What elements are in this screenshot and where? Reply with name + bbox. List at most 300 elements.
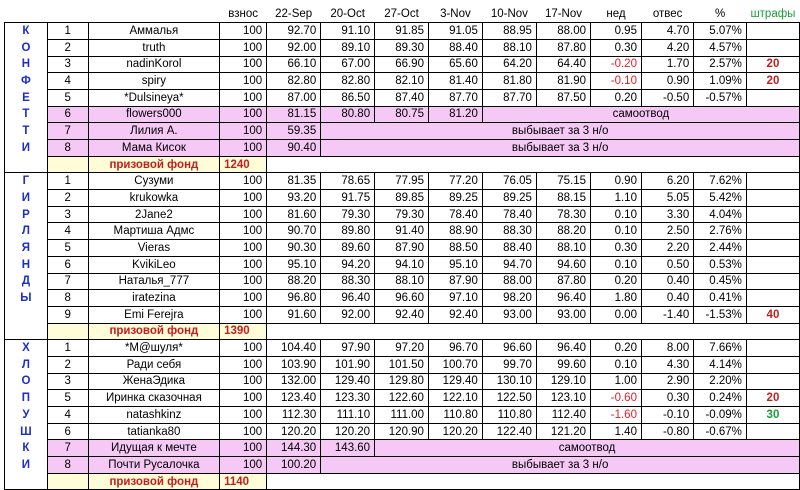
weight-value: 81.15 — [267, 106, 321, 123]
ned-value: -0.20 — [591, 56, 642, 73]
pct-value: -0.09% — [694, 407, 747, 424]
row-number: 7 — [47, 273, 88, 290]
group-letter — [5, 156, 48, 173]
ned-value: -0.60 — [591, 390, 642, 407]
pct-value: 1.09% — [694, 73, 747, 90]
table-row — [5, 356, 800, 373]
vznos-value: 100 — [220, 140, 267, 157]
weight-value: 81.90 — [536, 73, 590, 90]
vznos-value: 100 — [220, 73, 267, 90]
weight-value: 88.40 — [428, 39, 482, 56]
weight-value: 143.60 — [321, 440, 375, 457]
weight-value: 122.60 — [375, 390, 429, 407]
fine-value — [746, 423, 799, 440]
fine-value: 20 — [746, 73, 799, 90]
weight-value: 96.40 — [321, 290, 375, 307]
row-number: 1 — [47, 23, 88, 40]
group-letter — [5, 306, 48, 323]
otves-value: 1.70 — [641, 56, 693, 73]
row-number: 1 — [47, 173, 88, 190]
fine-value — [746, 206, 799, 223]
pct-value: 0.45% — [694, 273, 747, 290]
group-letter: Я — [5, 240, 48, 257]
header-date: 20-Oct — [330, 8, 365, 21]
weight-value: 91.10 — [321, 23, 375, 40]
weight-value: 101.50 — [375, 356, 429, 373]
weight-value: 87.80 — [536, 273, 590, 290]
pct-value: 2.20% — [694, 373, 747, 390]
otves-value: -0.50 — [641, 89, 693, 106]
weight-value: 130.10 — [482, 373, 536, 390]
participant-name: *Dulsineya* — [88, 89, 219, 106]
weight-value: 81.20 — [428, 106, 482, 123]
vznos-value: 100 — [220, 206, 267, 223]
pct-value: 4.57% — [694, 39, 747, 56]
pct-value: 0.41% — [694, 290, 747, 307]
vznos-value: 100 — [220, 240, 267, 257]
group-letter: Д — [5, 273, 48, 290]
status-note: выбывает за 3 н/о — [321, 140, 800, 157]
weight-value: 129.10 — [536, 373, 590, 390]
participant-name: natashkinz — [88, 407, 219, 424]
weight-value: 96.40 — [536, 290, 590, 307]
table-row — [5, 373, 800, 390]
weight-value: 93.20 — [267, 190, 321, 207]
pct-value: 4.14% — [694, 356, 747, 373]
pct-value: 2.57% — [694, 56, 747, 73]
weight-value: 88.95 — [482, 23, 536, 40]
ned-value: 0.10 — [591, 206, 642, 223]
weight-value: 91.75 — [321, 190, 375, 207]
fine-value — [746, 89, 799, 106]
header-date: 3-Nov — [440, 8, 471, 21]
weight-value: 111.00 — [375, 407, 429, 424]
row-number: 5 — [47, 89, 88, 106]
weight-value: 91.85 — [375, 23, 429, 40]
weight-value: 89.85 — [375, 190, 429, 207]
weight-value: 96.80 — [267, 290, 321, 307]
group-letter: У — [5, 407, 48, 424]
weight-value: 75.15 — [536, 173, 590, 190]
prize-fund-value: 1140 — [220, 473, 267, 490]
weight-value: 89.30 — [375, 39, 429, 56]
weight-value: 81.80 — [482, 73, 536, 90]
participant-name: truth — [88, 39, 219, 56]
header-date: 17-Nov — [544, 8, 583, 21]
participant-name: nadinKorol — [88, 56, 219, 73]
weight-value: 132.00 — [267, 373, 321, 390]
vznos-value: 100 — [220, 56, 267, 73]
group-letter: П — [5, 390, 48, 407]
prize-fund-label: призовой фонд — [88, 323, 219, 340]
header-date: 27-Oct — [384, 8, 419, 21]
weight-value: 123.30 — [321, 390, 375, 407]
group-letter — [5, 323, 48, 340]
table-row — [5, 290, 800, 307]
fine-value — [746, 39, 799, 56]
weight-value: 88.00 — [482, 273, 536, 290]
weight-value: 88.00 — [536, 23, 590, 40]
participant-name: *М@шуля* — [88, 340, 219, 357]
weight-value: 88.10 — [536, 240, 590, 257]
otves-value: 0.30 — [641, 390, 693, 407]
pct-value: 0.24% — [694, 390, 747, 407]
pct-value: 2.44% — [694, 240, 747, 257]
row-number: 9 — [47, 306, 88, 323]
table-row — [5, 56, 800, 73]
vznos-value: 100 — [220, 306, 267, 323]
participant-name: krukowka — [88, 190, 219, 207]
weight-value: 80.75 — [375, 106, 429, 123]
fund-pad — [47, 473, 88, 490]
table-row — [5, 340, 800, 357]
weight-value: 93.00 — [536, 306, 590, 323]
ned-value: 0.00 — [591, 306, 642, 323]
group-letter: Ы — [5, 290, 48, 307]
table-row — [5, 190, 800, 207]
weight-value: 64.40 — [536, 56, 590, 73]
header-otves: отвес — [652, 8, 683, 21]
weight-value: 92.40 — [375, 306, 429, 323]
participant-name: Мартиша Адмс — [88, 223, 219, 240]
weight-value: 87.50 — [536, 89, 590, 106]
row-number: 3 — [47, 206, 88, 223]
otves-value: -0.80 — [641, 423, 693, 440]
group-letter: Т — [5, 106, 48, 123]
group-letter: И — [5, 457, 48, 474]
otves-value: 4.30 — [641, 356, 693, 373]
weight-value: 88.90 — [428, 223, 482, 240]
fine-value — [746, 223, 799, 240]
otves-value: 0.50 — [641, 256, 693, 273]
weight-value: 112.30 — [267, 407, 321, 424]
pct-value: -0.67% — [694, 423, 747, 440]
weight-value: 78.40 — [482, 206, 536, 223]
weight-value: 77.95 — [375, 173, 429, 190]
weight-value: 59.35 — [267, 123, 321, 140]
header-pct: % — [714, 8, 726, 21]
row-number: 6 — [47, 256, 88, 273]
table-row — [5, 89, 800, 106]
participant-name: Vieras — [88, 240, 219, 257]
row-number: 2 — [47, 356, 88, 373]
weight-value: 99.70 — [482, 356, 536, 373]
weight-value: 76.05 — [482, 173, 536, 190]
row-number: 6 — [47, 106, 88, 123]
weight-value: 97.20 — [375, 340, 429, 357]
weight-value: 80.80 — [321, 106, 375, 123]
weight-value: 78.40 — [428, 206, 482, 223]
table-row — [5, 440, 800, 457]
otves-value: 0.90 — [641, 73, 693, 90]
ned-value: -1.60 — [591, 407, 642, 424]
weight-value: 87.40 — [375, 89, 429, 106]
weight-value: 87.00 — [267, 89, 321, 106]
vznos-value: 100 — [220, 290, 267, 307]
group-letter: Ш — [5, 423, 48, 440]
weight-value: 87.70 — [482, 89, 536, 106]
vznos-value: 100 — [220, 106, 267, 123]
table-row — [5, 256, 800, 273]
participant-name: Наталья_777 — [88, 273, 219, 290]
prize-fund-value: 1390 — [220, 323, 267, 340]
vznos-value: 100 — [220, 173, 267, 190]
weight-value: 90.40 — [267, 140, 321, 157]
fund-row-blank — [267, 473, 800, 490]
participant-name: ЖенаЭдика — [88, 373, 219, 390]
pct-value: 0.53% — [694, 256, 747, 273]
group-letter: И — [5, 190, 48, 207]
fine-value — [746, 173, 799, 190]
ned-value: 1.00 — [591, 373, 642, 390]
ned-value: -0.10 — [591, 73, 642, 90]
table-row — [5, 106, 800, 123]
vznos-value: 100 — [220, 356, 267, 373]
table-row — [5, 123, 800, 140]
participant-name: 2Jane2 — [88, 206, 219, 223]
header-blank — [88, 6, 219, 23]
table-row — [5, 173, 800, 190]
weight-value: 79.30 — [321, 206, 375, 223]
fund-pad — [47, 323, 88, 340]
vznos-value: 100 — [220, 256, 267, 273]
participant-name: Лилия А. — [88, 123, 219, 140]
pct-value: -1.53% — [694, 306, 747, 323]
ned-value: 1.40 — [591, 423, 642, 440]
row-number: 3 — [47, 56, 88, 73]
row-number: 4 — [47, 407, 88, 424]
weight-value: 121.20 — [536, 423, 590, 440]
group-letter: К — [5, 440, 48, 457]
pct-value: 5.07% — [694, 23, 747, 40]
table-row — [5, 73, 800, 90]
weight-value: 78.30 — [536, 206, 590, 223]
header-date: 10-Nov — [490, 8, 528, 21]
weight-value: 78.65 — [321, 173, 375, 190]
status-note: самоотвод — [482, 106, 799, 123]
otves-value: 8.00 — [641, 340, 693, 357]
row-number: 4 — [47, 73, 88, 90]
weight-value: 122.10 — [428, 390, 482, 407]
weight-value: 94.70 — [482, 256, 536, 273]
participant-name: Сузуми — [88, 173, 219, 190]
status-note: выбывает за 3 н/о — [321, 123, 800, 140]
otves-value: 4.70 — [641, 23, 693, 40]
otves-value: 4.20 — [641, 39, 693, 56]
participant-name: Аммалья — [88, 23, 219, 40]
fine-value — [746, 340, 799, 357]
group-letter: Л — [5, 223, 48, 240]
group-letter: Н — [5, 256, 48, 273]
status-note: самоотвод — [375, 440, 800, 457]
weight-value: 90.70 — [267, 223, 321, 240]
row-number: 7 — [47, 123, 88, 140]
fine-value: 30 — [746, 407, 799, 424]
weight-value: 112.40 — [536, 407, 590, 424]
weight-value: 81.35 — [267, 173, 321, 190]
group-letter: О — [5, 39, 48, 56]
ned-value: 0.90 — [591, 173, 642, 190]
otves-value: -1.40 — [641, 306, 693, 323]
table-row — [5, 206, 800, 223]
weight-value: 129.40 — [428, 373, 482, 390]
weight-value: 95.10 — [267, 256, 321, 273]
group-letter: Л — [5, 356, 48, 373]
table-row — [5, 39, 800, 56]
row-number: 7 — [47, 440, 88, 457]
participant-name: iratezina — [88, 290, 219, 307]
otves-value: 2.90 — [641, 373, 693, 390]
prize-fund-label: призовой фонд — [88, 156, 219, 173]
weight-value: 89.60 — [321, 240, 375, 257]
prize-fund-label: призовой фонд — [88, 473, 219, 490]
fine-value — [746, 256, 799, 273]
weight-value: 90.30 — [267, 240, 321, 257]
weight-value: 88.30 — [321, 273, 375, 290]
row-number: 8 — [47, 457, 88, 474]
weight-value: 88.50 — [428, 240, 482, 257]
weight-value: 79.30 — [375, 206, 429, 223]
standings-table — [4, 6, 800, 490]
otves-value: 2.20 — [641, 240, 693, 257]
participant-name: KvikiLeo — [88, 256, 219, 273]
weight-value: 91.40 — [375, 223, 429, 240]
table-row — [5, 457, 800, 474]
prize-fund-row — [5, 156, 800, 173]
weight-value: 94.10 — [375, 256, 429, 273]
vznos-value: 100 — [220, 407, 267, 424]
weight-value: 110.80 — [482, 407, 536, 424]
prize-fund-row — [5, 473, 800, 490]
weight-value: 88.40 — [482, 240, 536, 257]
weight-value: 91.05 — [428, 23, 482, 40]
weight-value: 122.40 — [482, 423, 536, 440]
pct-value: -0.57% — [694, 89, 747, 106]
weight-value: 96.40 — [536, 340, 590, 357]
weight-value: 97.10 — [428, 290, 482, 307]
group-letter: Р — [5, 206, 48, 223]
weight-value: 95.10 — [428, 256, 482, 273]
weight-value: 92.00 — [267, 39, 321, 56]
fine-value: 20 — [746, 56, 799, 73]
vznos-value: 100 — [220, 39, 267, 56]
weight-value: 88.15 — [536, 190, 590, 207]
vznos-value: 100 — [220, 89, 267, 106]
fine-value — [746, 290, 799, 307]
fine-value — [746, 356, 799, 373]
row-number: 1 — [47, 340, 88, 357]
ned-value: 0.20 — [591, 89, 642, 106]
weight-value: 93.00 — [482, 306, 536, 323]
weight-value: 101.90 — [321, 356, 375, 373]
vznos-value: 100 — [220, 223, 267, 240]
ned-value: 0.10 — [591, 356, 642, 373]
otves-value: 3.30 — [641, 206, 693, 223]
weight-value: 92.70 — [267, 23, 321, 40]
weight-value: 92.00 — [321, 306, 375, 323]
weight-value: 120.20 — [321, 423, 375, 440]
weight-value: 88.20 — [267, 273, 321, 290]
row-number: 2 — [47, 190, 88, 207]
participant-name: Emi Ferejra — [88, 306, 219, 323]
ned-value: 0.30 — [591, 240, 642, 257]
group-letter — [5, 473, 48, 490]
ned-value: 1.80 — [591, 290, 642, 307]
ned-value: 0.10 — [591, 256, 642, 273]
pct-value: 7.66% — [694, 340, 747, 357]
weight-value: 123.40 — [267, 390, 321, 407]
table-row — [5, 306, 800, 323]
weight-value: 103.90 — [267, 356, 321, 373]
weight-value: 89.25 — [428, 190, 482, 207]
weight-value: 64.20 — [482, 56, 536, 73]
weight-value: 88.30 — [482, 223, 536, 240]
header-blank — [5, 6, 48, 23]
header-blank — [47, 6, 88, 23]
participant-name: Иринка сказочная — [88, 390, 219, 407]
group-letter: Г — [5, 173, 48, 190]
weight-value: 120.20 — [267, 423, 321, 440]
weight-value: 65.60 — [428, 56, 482, 73]
weight-value: 92.40 — [428, 306, 482, 323]
weight-value: 91.60 — [267, 306, 321, 323]
header-date: 22-Sep — [275, 8, 313, 21]
ned-value: 0.30 — [591, 39, 642, 56]
weight-value: 104.40 — [267, 340, 321, 357]
fine-value — [746, 190, 799, 207]
row-number: 5 — [47, 390, 88, 407]
weight-value: 88.10 — [482, 39, 536, 56]
table-row — [5, 223, 800, 240]
row-number: 5 — [47, 240, 88, 257]
group-letter: И — [5, 140, 48, 157]
row-number: 8 — [47, 290, 88, 307]
weight-value: 100.70 — [428, 356, 482, 373]
weight-value: 88.10 — [375, 273, 429, 290]
table-row — [5, 407, 800, 424]
otves-value: 2.50 — [641, 223, 693, 240]
participant-name: Идущая к мечте — [88, 440, 219, 457]
vznos-value: 100 — [220, 373, 267, 390]
weight-value: 129.80 — [375, 373, 429, 390]
otves-value: 0.40 — [641, 290, 693, 307]
otves-value: 6.20 — [641, 173, 693, 190]
header-shtrafy: штрафы — [750, 8, 796, 21]
vznos-value: 100 — [220, 123, 267, 140]
otves-value: 0.40 — [641, 273, 693, 290]
fine-value: 40 — [746, 306, 799, 323]
vznos-value: 100 — [220, 423, 267, 440]
header-ned: нед — [606, 8, 626, 21]
weight-value: 66.10 — [267, 56, 321, 73]
weight-value: 87.70 — [428, 89, 482, 106]
ned-value: 0.95 — [591, 23, 642, 40]
fine-value — [746, 373, 799, 390]
table-row — [5, 140, 800, 157]
ned-value: 1.10 — [591, 190, 642, 207]
weight-value: 89.80 — [321, 223, 375, 240]
row-number: 8 — [47, 140, 88, 157]
weight-value: 66.90 — [375, 56, 429, 73]
vznos-value: 100 — [220, 390, 267, 407]
vznos-value: 100 — [220, 340, 267, 357]
weight-value: 94.20 — [321, 256, 375, 273]
table-row — [5, 240, 800, 257]
row-number: 2 — [47, 39, 88, 56]
row-number: 3 — [47, 373, 88, 390]
weight-value: 94.60 — [536, 256, 590, 273]
weight-value: 89.25 — [482, 190, 536, 207]
